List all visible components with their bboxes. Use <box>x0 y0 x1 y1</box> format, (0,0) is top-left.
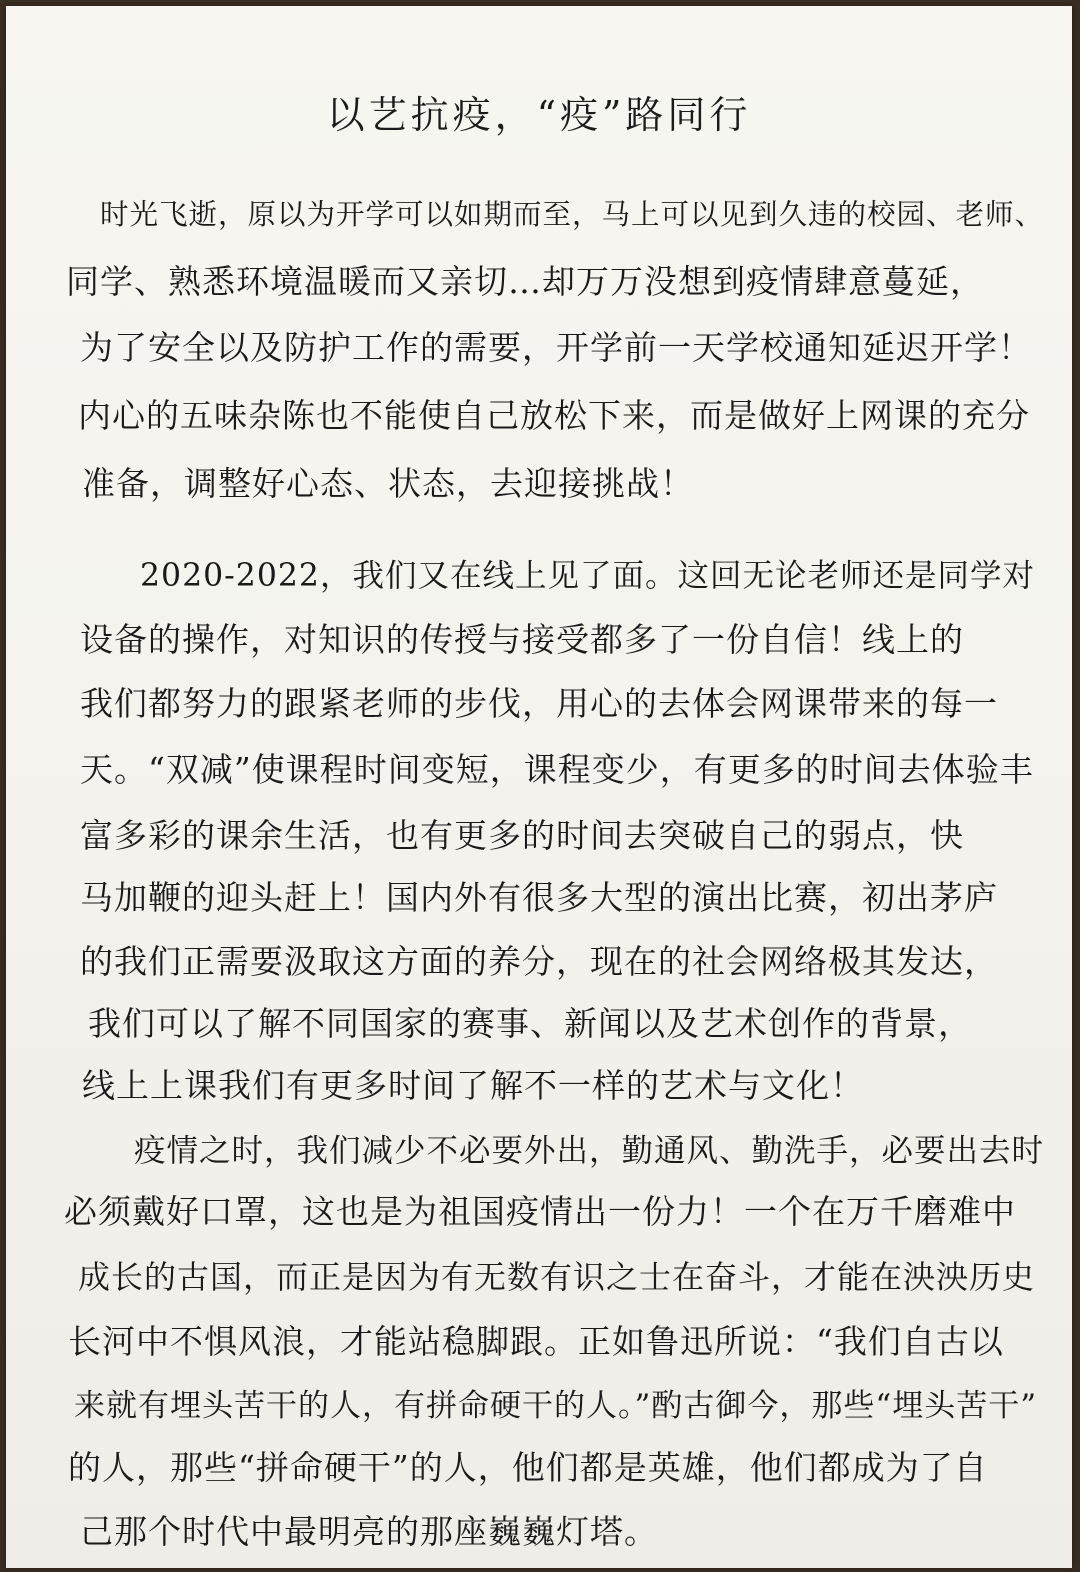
text-line: 来就有埋头苦干的人，有拼命硬干的人。”酌古御今，那些“埋头苦干” <box>74 1388 1038 1424</box>
text-line: 的人，那些“拼命硬干”的人，他们都是英雄，他们都成为了自 <box>68 1448 988 1487</box>
text-line: 2020-2022，我们又在线上见了面。这回无论老师还是同学对 <box>140 558 1035 594</box>
text-line: 同学、熟悉环境温暖而又亲切…却万万没想到疫情肆意蔓延， <box>66 262 984 301</box>
text-line: 为了安全以及防护工作的需要，开学前一天学校通知延迟开学！ <box>80 328 1032 367</box>
handwritten-letter-page <box>6 6 1072 1568</box>
text-line: 马加鞭的迎头赶上！国内外有很多大型的演出比赛，初出茅庐 <box>80 878 998 917</box>
text-line: 己那个时代中最明亮的那座巍巍灯塔。 <box>80 1512 658 1551</box>
text-line: 准备，调整好心态、状态，去迎接挑战！ <box>82 464 694 503</box>
text-line: 线上上课我们有更多时间了解不一样的艺术与文化！ <box>82 1066 864 1105</box>
text-line: 富多彩的课余生活，也有更多的时间去突破自己的弱点，快 <box>80 816 964 855</box>
text-line: 的我们正需要汲取这方面的养分，现在的社会网络极其发达， <box>80 942 998 981</box>
text-line: 我们可以了解不同国家的赛事、新闻以及艺术创作的背景， <box>88 1004 972 1043</box>
text-line: 疫情之时，我们减少不必要外出，勤通风、勤洗手，必要出去时 <box>134 1133 1045 1169</box>
text-line: 天。“双减”使课程时间变短，课程变少，有更多的时间去体验丰 <box>80 750 1034 789</box>
text-line: 设备的操作，对知识的传授与接受都多了一份自信！线上的 <box>80 620 964 659</box>
text-line: 长河中不惧风浪，才能站稳脚跟。正如鲁迅所说：“我们自古以 <box>68 1322 1004 1361</box>
letter-title: 以艺抗疫，“疫”路同行 <box>326 93 752 137</box>
text-line: 内心的五味杂陈也不能使自己放松下来，而是做好上网课的充分 <box>78 396 1030 435</box>
text-line: 时光飞逝，原以为开学可以如期而至，马上可以见到久违的校园、老师、 <box>100 198 1045 231</box>
text-line: 必须戴好口罩，这也是为祖国疫情出一份力！一个在万千磨难中 <box>64 1192 1016 1231</box>
text-line: 我们都努力的跟紧老师的步伐，用心的去体会网课带来的每一 <box>80 684 998 723</box>
text-line: 成长的古国，而正是因为有无数有识之士在奋斗，才能在泱泱历史 <box>78 1258 1036 1296</box>
